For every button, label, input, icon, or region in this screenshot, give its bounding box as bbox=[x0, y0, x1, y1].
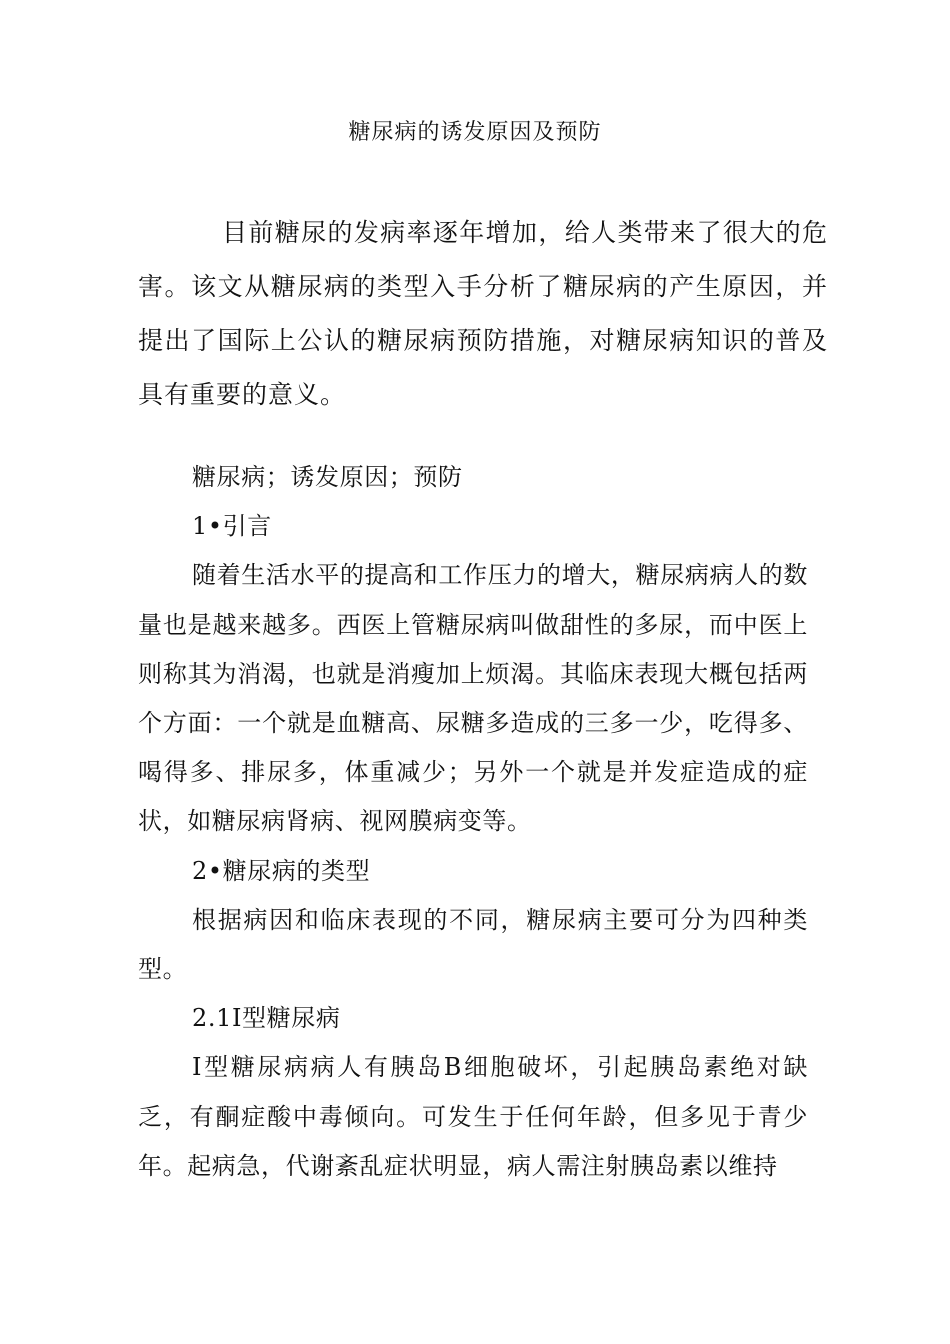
section-2-1-heading: 2.1I型糖尿病 bbox=[192, 1004, 341, 1033]
document-body bbox=[138, 453, 808, 1191]
section-1-heading: 1•引言 bbox=[192, 512, 272, 541]
keywords-line: 糖尿病；诱发原因；预防 bbox=[192, 463, 463, 491]
document-title: 糖尿病的诱发原因及预防 bbox=[348, 120, 602, 145]
abstract-paragraph: 目前糖尿的发病率逐年增加，给人类带来了很大的危害。该文从糖尿病的类型入手分析了糖尿病的产生原因，并提出了国际上公认的糖尿病预防措施，对糖尿病知识的普及具有重要的意义。 bbox=[138, 218, 828, 409]
section-2-1-paragraph: I型糖尿病病人有胰岛B细胞破坏，引起胰岛素绝对缺乏，有酮症酸中毒倾向。可发生于任何年龄，但多见于青少年。起病急，代谢紊乱症状明显，病人需注射胰岛素以维持 bbox=[138, 1053, 808, 1180]
section-1-paragraph: 随着生活水平的提高和工作压力的增大，糖尿病病人的数量也是越来越多。西医上管糖尿病叫做甜性的多尿，而中医上则称其为消渴，也就是消瘦加上烦渴。其临床表现大概包括两个方面：一个就是血糖高、尿糖多造成的三多一少，吃得多、喝得多、排尿多，体重减少；另外一个就是并发症造成的症状，如糖尿病肾病、视网膜病变等。 bbox=[138, 561, 808, 836]
section-2-heading: 2•糖尿病的类型 bbox=[192, 856, 371, 885]
section-2-paragraph: 根据病因和临床表现的不同，糖尿病主要可分为四种类型。 bbox=[138, 905, 808, 984]
